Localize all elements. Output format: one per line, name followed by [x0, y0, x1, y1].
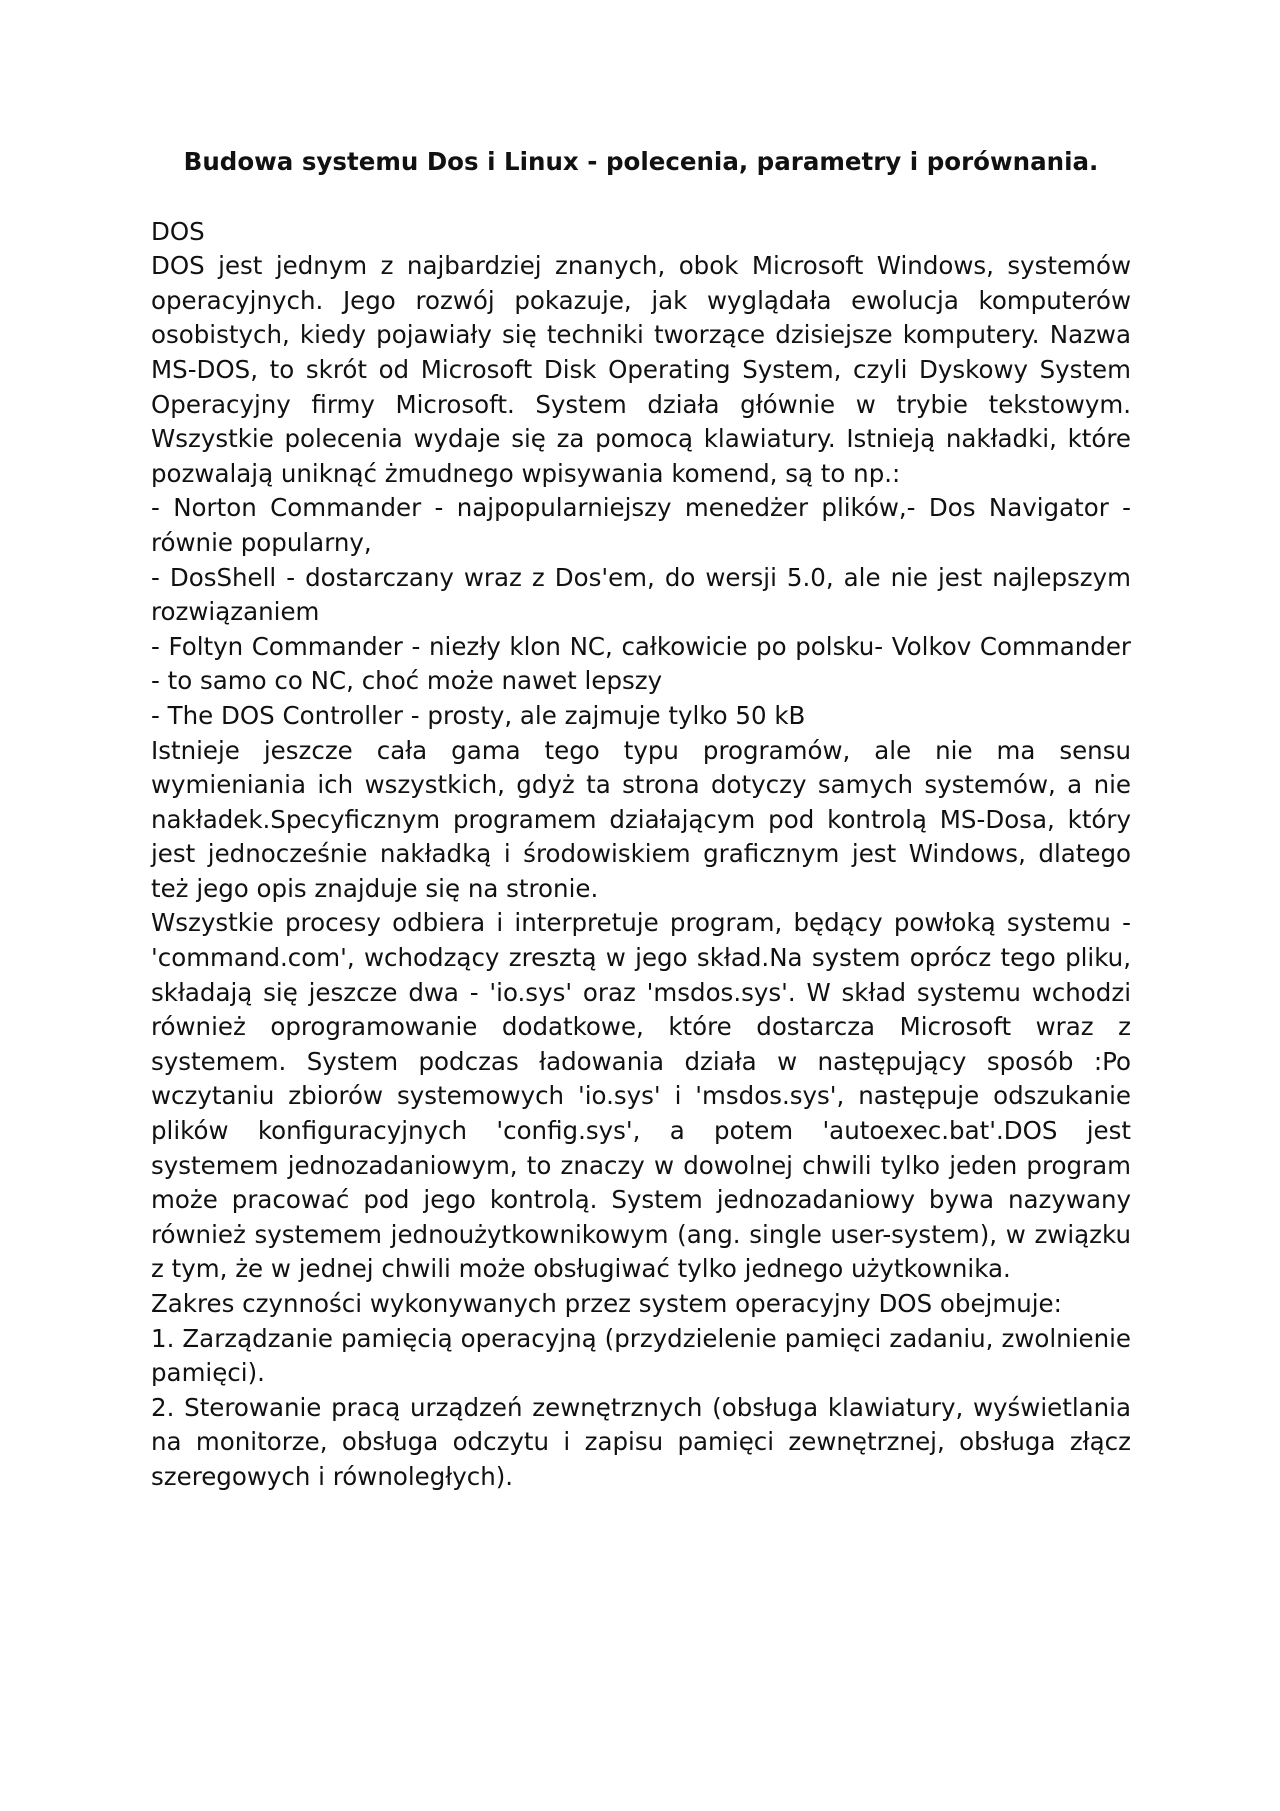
paragraph-scope-intro: Zakres czynności wykonywanych przez system operacyjny DOS obejmuje: [151, 1289, 1062, 1318]
document-title: Budowa systemu Dos i Linux - polecenia, parametry i porównania. [183, 147, 1099, 176]
list-item-dos-controller: - The DOS Controller - prosty, ale zajmuje tylko 50 kB [151, 700, 806, 730]
paragraph-other-programs: Istnieje jeszcze cała gama tego typu programów, ale nie ma sensu wymieniania ich wszystkich, gdyż ta strona dotyczy samych systemów, a nie nakładek.Specyficznym programem działającym pod kontrolą MS-Dosa, który jest jednocześnie nakładką i środowiskiem graficznym jest Windows, dlatego też jego opis znajduje się na stronie. [151, 735, 1131, 903]
list-item-dosshell: - DosShell - dostarczany wraz z Dos'em, do wersji 5.0, ale nie jest najlepszym rozwiązaniem [151, 562, 1131, 627]
paragraph-system-structure: Wszystkie procesy odbiera i interpretuje program, będący powłoką systemu - 'command.com', wchodzący zresztą w jego skład.Na system oprócz tego pliku, składają się jeszcze dwa - 'io.sys' oraz 'msdos.sys'. W skład systemu wchodzi również oprogramowanie dodatkowe, które dostarcza Microsoft wraz z systemem. System podczas ładowania działa w następujący sposób :Po wczytaniu zbiorów systemowych 'io.sys' i 'msdos.sys', następuje odszukanie plików konfiguracyjnych 'config.sys', a potem 'autoexec.bat'.DOS jest systemem jednozadaniowym, to znaczy w dowolnej chwili tylko jeden program może pracować pod jego kontrolą. System jednozadaniowy bywa nazywany również systemem jednoużytkownikowym (ang. single user-system), w związku z tym, że w jednej chwili może obsługiwać tylko jednego użytkownika. [151, 908, 1131, 1284]
list-item-foltyn-commander: - Foltyn Commander - niezły klon NC, całkowicie po polsku- Volkov Commander - to samo co NC, choć może nawet lepszy [151, 631, 1131, 696]
paragraph-intro: DOS jest jednym z najbardziej znanych, obok Microsoft Windows, systemów operacyjnych. Jego rozwój pokazuje, jak wyglądała ewolucja komputerów osobistych, kiedy pojawiały się techniki tworzące dzisiejsze komputery. Nazwa MS-DOS, to skrót od Microsoft Disk Operating System, czyli Dyskowy System Operacyjny firmy Microsoft. System działa głównie w trybie tekstowym. Wszystkie polecenia wydaje się za pomocą klawiatury. Istnieją nakładki, które pozwalają uniknąć żmudnego wpisywania komend, są to np.: [151, 251, 1131, 488]
list-item-memory-management: 1. Zarządzanie pamięcią operacyjną (przydzielenie pamięci zadaniu, zwolnienie pamięci). [151, 1323, 1131, 1388]
list-item-norton-commander: - Norton Commander - najpopularniejszy menedżer plików,- Dos Navigator - równie popularny, [151, 493, 1131, 557]
document-body [151, 145, 1131, 1495]
section-heading: DOS [151, 216, 205, 246]
list-item-device-control: 2. Sterowanie pracą urządzeń zewnętrznych (obsługa klawiatury, wyświetlania na monitorze, obsługa odczytu i zapisu pamięci zewnętrznej, obsługa złącz szeregowych i równoległych). [151, 1392, 1131, 1491]
